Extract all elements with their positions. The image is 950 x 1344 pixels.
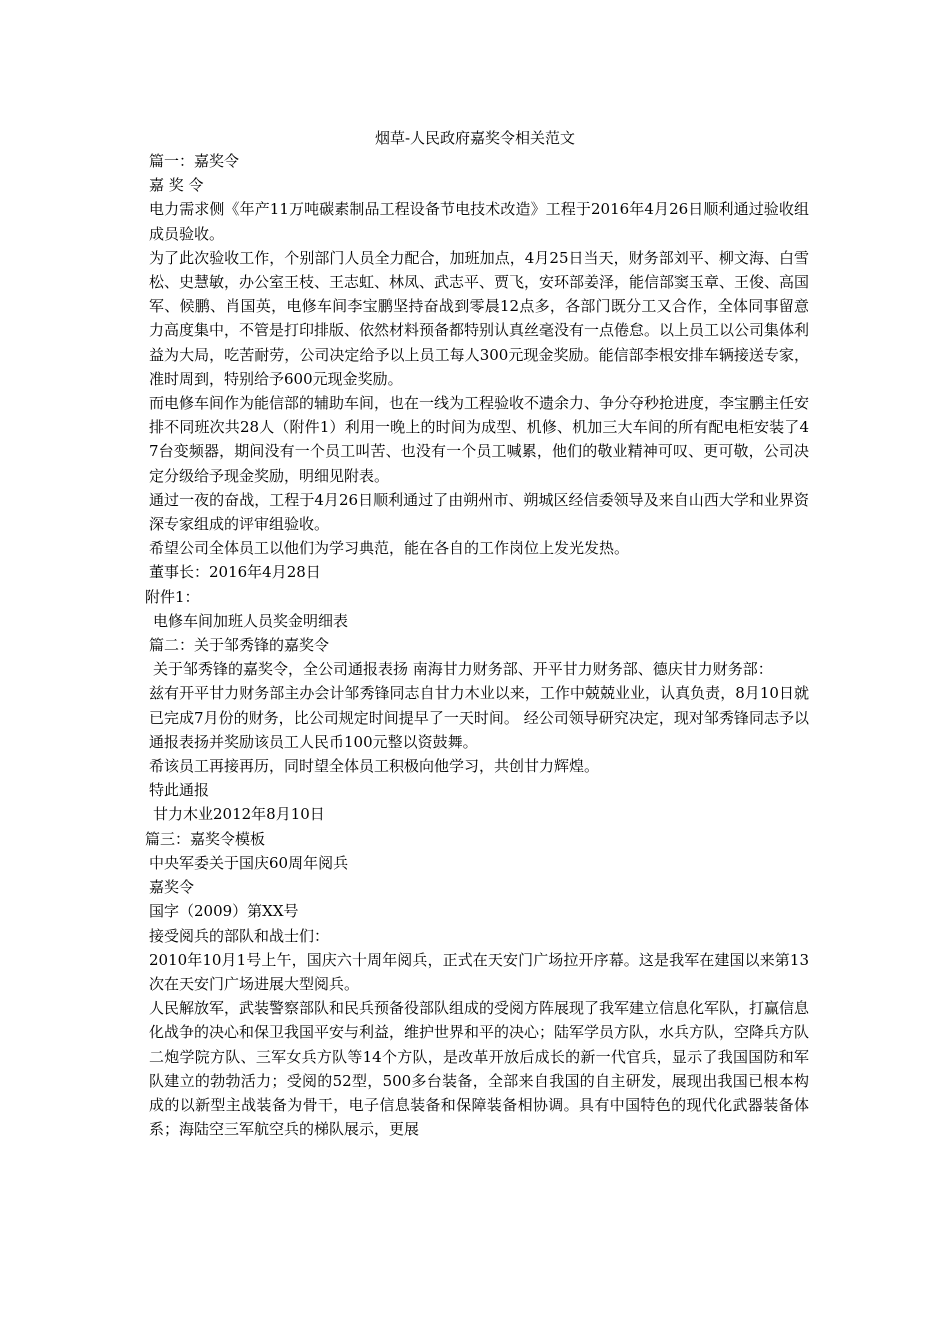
document-title: 烟草-人民政府嘉奖令相关范文 — [374, 129, 576, 147]
salutation: 接受阅兵的部队和战士们： — [149, 926, 330, 945]
section-heading-2: 篇二：关于邹秀锋的嘉奖令 — [149, 636, 330, 655]
signature-line: 董事长：2016年4月28日 — [149, 563, 321, 582]
signature-line: 甘力木业2012年8月10日 — [153, 805, 325, 824]
paragraph: 电力需求侧《年产11万吨碳素制品工程设备节电技术改造》工程于2016年4月26日顺利通过验收组成员验收。 — [149, 200, 809, 243]
paragraph: 为了此次验收工作，个别部门人员全力配合，加班加点，4月25日当天，财务部刘平、柳文海、白雪松、史慧敏，办公室王枝、王志虹、林凤、武志平、贾飞，安环部姜泽，能信部窦玉章、王俊、高国军、候鹏、肖国英，电修车间李宝鹏坚持奋战到零晨12点多，各部门既分工又合作，全体同事留意力高度集中，不管是打印排版、依然材料预备都特别认真丝毫没有一点倦怠。以上员工以公司集体利益为大局，吃苦耐劳，公司决定给予以上员工每人300元现金奖励。能信部李根安排车辆接送专家，准时周到，特别给予600元现金奖励。 — [149, 248, 810, 388]
paragraph: 而电修车间作为能信部的辅助车间，也在一线为工程验收不遗余力、争分夺秒抢进度，李宝鹏主任安排不同班次共28人（附件1）利用一晚上的时间为成型、机修、机加三大车间的所有配电柜安装了47台变频器，期间没有一个员工叫苦、也没有一个员工喊累，他们的敬业精神可叹、更可敬，公司决定分级给予现金奖励，明细见附表。 — [149, 394, 810, 485]
section-heading-3: 篇三：嘉奖令模板 — [145, 829, 266, 848]
section-heading-1: 篇一：嘉奖令 — [149, 152, 240, 170]
document-body — [145, 149, 809, 1141]
paragraph: 希该员工再接再历，同时望全体员工积极向他学习，共创甘力辉煌。 — [149, 757, 600, 776]
paragraph: 特此通报 — [149, 781, 210, 800]
order-heading: 嘉 奖 令 — [149, 176, 204, 195]
document-number: 国字（2009）第XX号 — [149, 902, 299, 921]
paragraph: 人民解放军，武装警察部队和民兵预备役部队组成的受阅方阵展现了我军建立信息化军队，打赢信息化战争的决心和保卫我国平安与利益，维护世界和平的决心；陆军学员方队，水兵方队，空降兵方队二炮学院方队、三军女兵方队等14个方队，是改革开放后成长的新一代官兵，显示了我国国防和军队建立的勃勃活力；受阅的52型，500多台装备，全部来自我国的自主研发，展现出我国已根本构成的以新型主战装备为骨干，电子信息装备和保障装备相协调。具有中国特色的现代化武器装备体系；海陆空三军航空兵的梯队展示，更展 — [149, 999, 810, 1139]
paragraph: 中央军委关于国庆60周年阅兵 — [149, 853, 349, 872]
paragraph: 关于邹秀锋的嘉奖令，全公司通报表扬 南海甘力财务部、开平甘力财务部、德庆甘力财务部： — [153, 660, 773, 679]
paragraph: 希望公司全体员工以他们为学习典范，能在各自的工作岗位上发光发热。 — [149, 539, 630, 558]
paragraph: 兹有开平甘力财务部主办会计邹秀锋同志自甘力木业以来，工作中兢兢业业，认真负责，8月10日就已完成7月份的财务，比公司规定时间提早了一天时间。 经公司领导研究决定，现对邹秀锋同志予以通报表扬并奖励该员工人民币100元整以资鼓舞。 — [149, 684, 809, 751]
attachment-title: 电修车间加班人员奖金明细表 — [153, 611, 349, 630]
order-heading: 嘉奖令 — [149, 878, 195, 897]
paragraph: 2010年10月1号上午，国庆六十周年阅兵，正式在天安门广场拉开序幕。这是我军在建国以来第13次在天安门广场进展大型阅兵。 — [149, 950, 809, 993]
attachment-label: 附件1： — [145, 587, 200, 606]
paragraph: 通过一夜的奋战，工程于4月26日顺利通过了由朔州市、朔城区经信委领导及来自山西大学和业界资深专家组成的评审组验收。 — [149, 490, 809, 534]
